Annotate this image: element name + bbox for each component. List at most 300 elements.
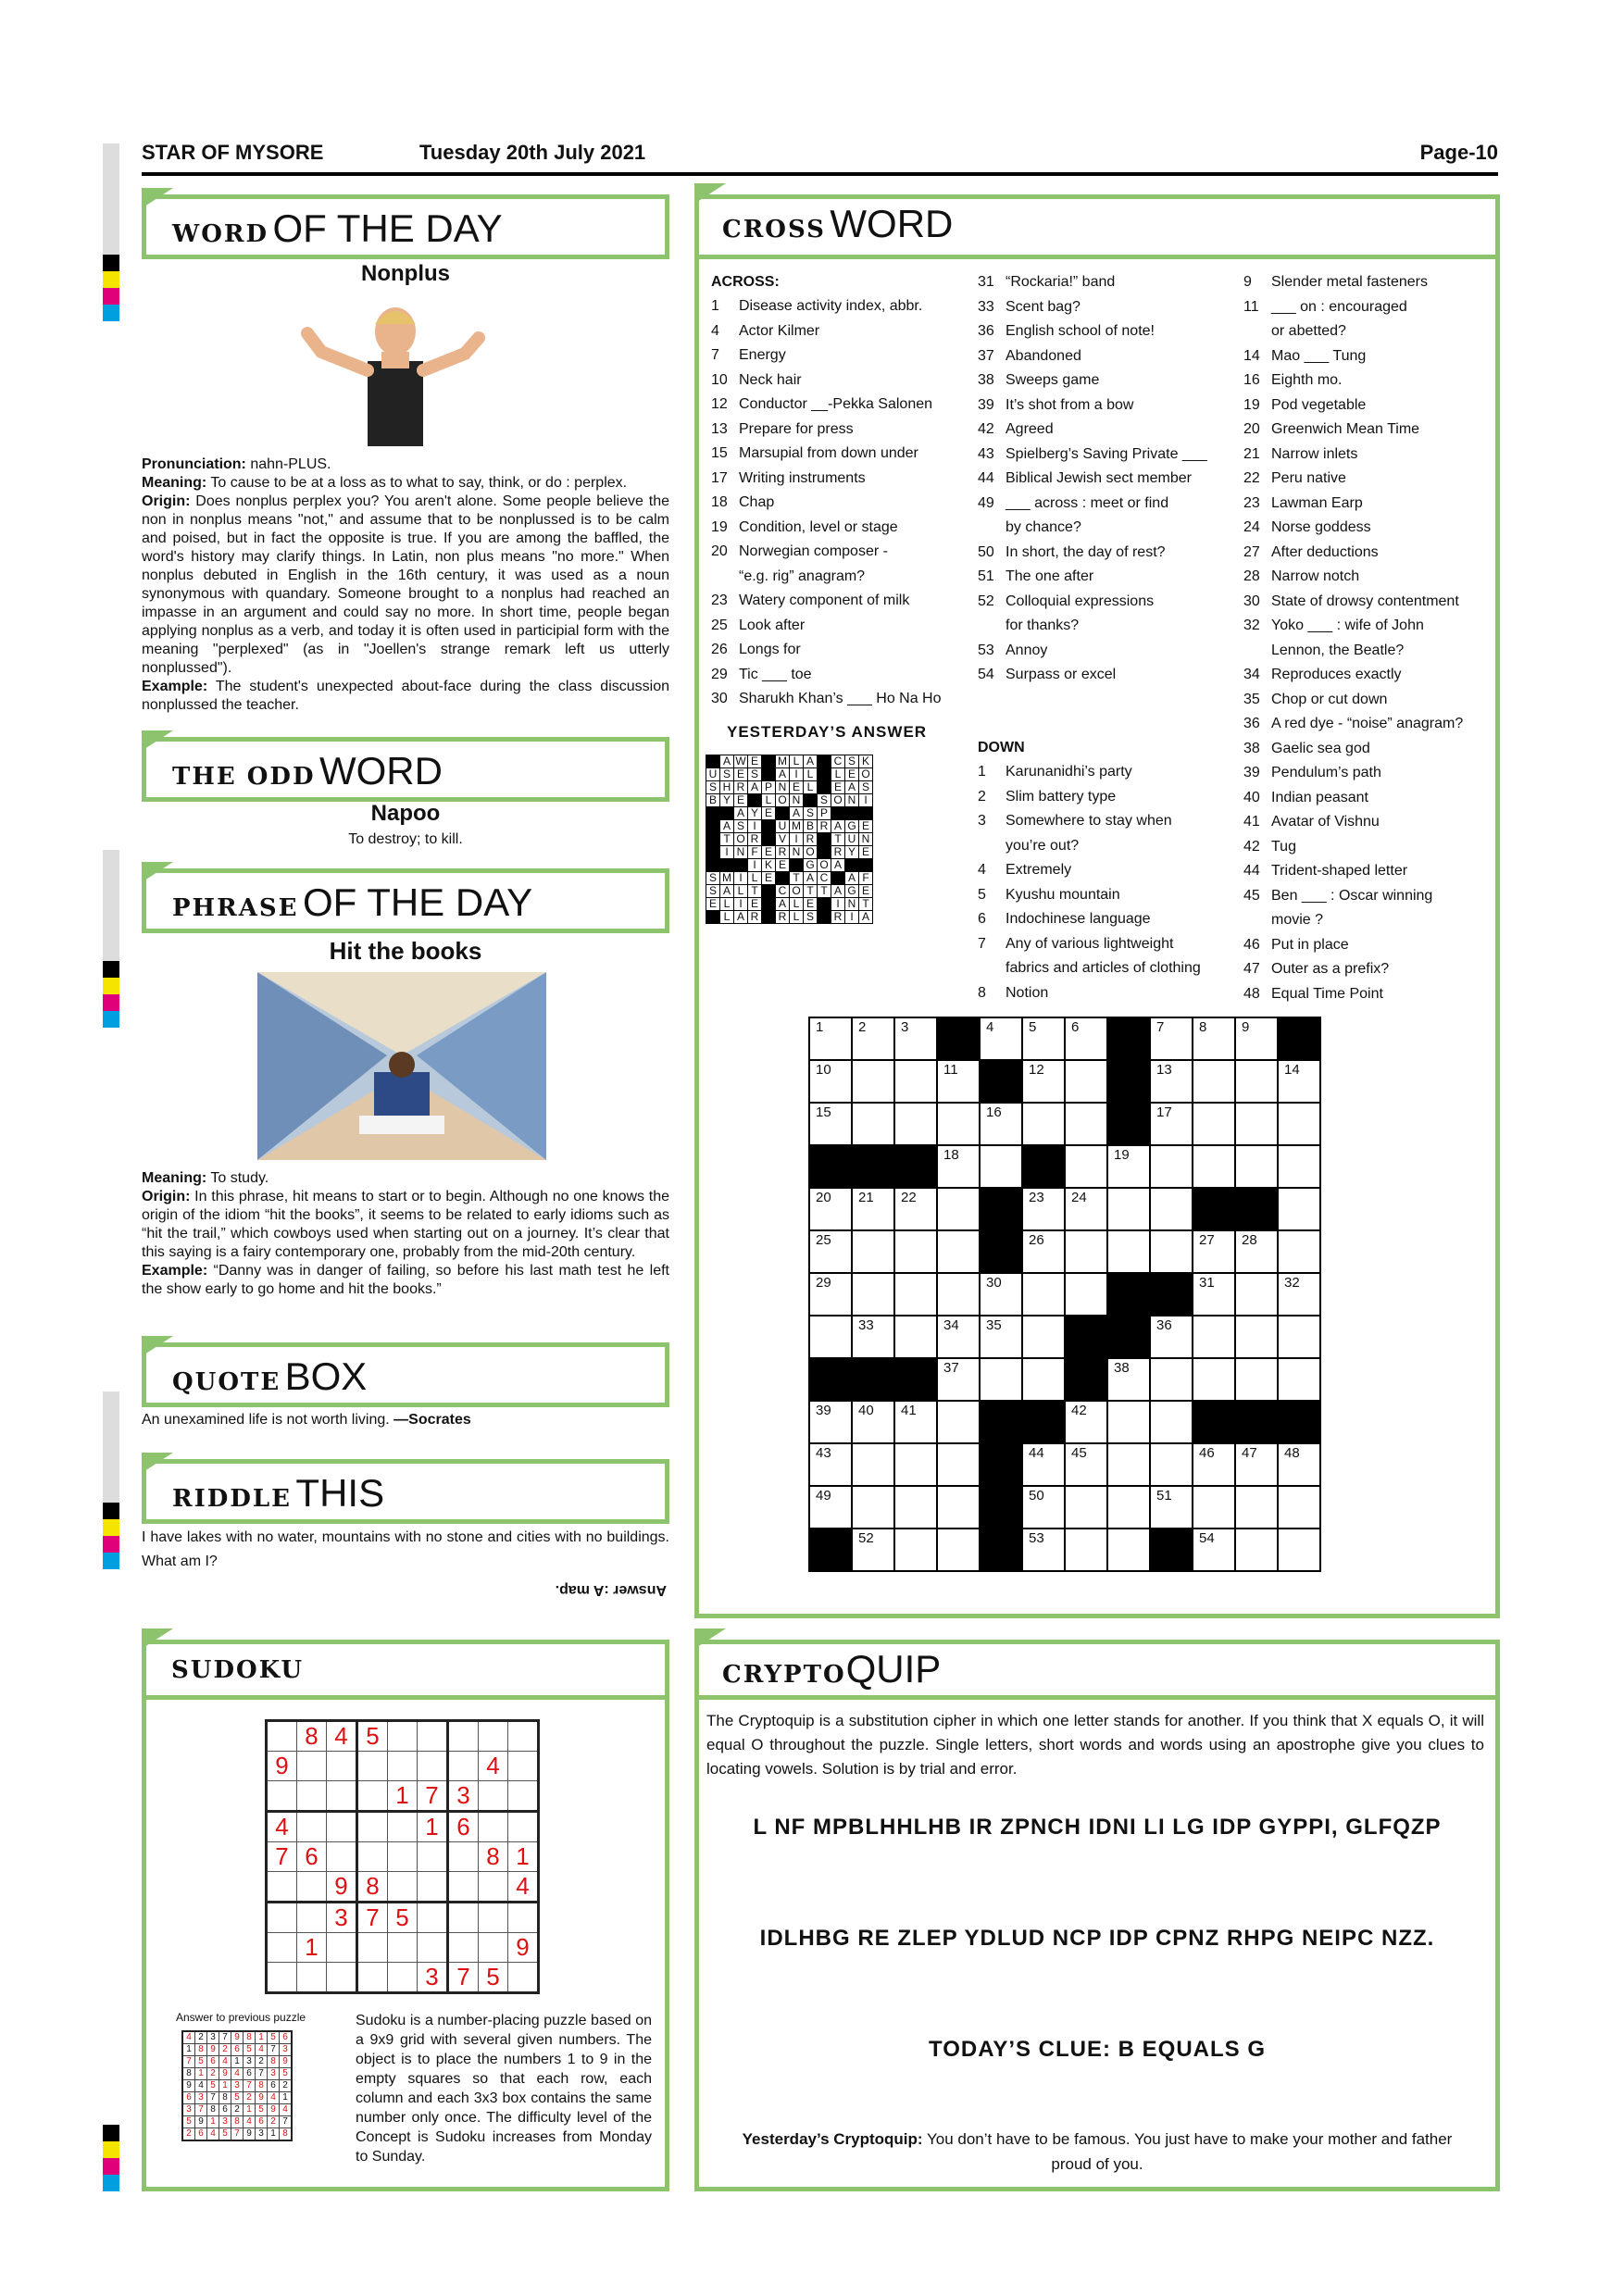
crossword-cell[interactable]	[1278, 1145, 1320, 1188]
sudoku-cell[interactable]: 3	[327, 1903, 357, 1933]
answer-cell: L	[804, 781, 818, 794]
sudoku-answer-cell: 9	[268, 2104, 280, 2116]
sudoku-cell[interactable]	[388, 1721, 418, 1752]
sudoku-description: Sudoku is a number-placing puzzle based on a 9x9 grid with several given numbers. The object is to place the numbers 1 to 9 in the empty squares so that each row, each column and each 3x3 box contains the same number only once. The difficulty level of the Concept is Sudoku increases from Monday to Sunday.	[356, 2013, 652, 2165]
sudoku-cell[interactable]	[327, 1781, 357, 1812]
answer-cell: E	[859, 820, 873, 833]
crossword-cell[interactable]	[1065, 1145, 1107, 1188]
sudoku-cell[interactable]	[388, 1812, 418, 1842]
clue-item: 44 Biblical Jewish sect member	[978, 470, 1192, 486]
crossword-cell[interactable]	[852, 1060, 894, 1103]
sudoku-cell[interactable]	[357, 1842, 388, 1872]
crossword-cell[interactable]	[1193, 1316, 1235, 1358]
crossword-cell[interactable]: 36	[1150, 1316, 1193, 1358]
clue-item: 1 Disease activity index, abbr.	[711, 298, 923, 314]
clue-item: 29 Tic ___ toe	[711, 666, 812, 682]
crossword-cell[interactable]	[1065, 1230, 1107, 1273]
sudoku-answer-cell: 1	[219, 2080, 231, 2092]
sudoku-cell[interactable]	[297, 1963, 327, 1993]
crossword-cell[interactable]	[1278, 1103, 1320, 1145]
answer-black-cell	[845, 807, 859, 820]
sudoku-answer-cell: 8	[231, 2116, 244, 2128]
sudoku-cell[interactable]	[327, 1933, 357, 1963]
answer-cell: I	[748, 859, 762, 872]
crossword-cell[interactable]: 16	[980, 1103, 1022, 1145]
sudoku-answer-cell: 1	[195, 2068, 207, 2080]
sudoku-cell[interactable]	[418, 1721, 448, 1752]
potd-body: Meaning: To study. Origin: In this phrase, hit means to start or to begin. Although no one knows the origin of the idiom “hit the books”, it seems to be related to early idioms such as “hit the trail,” which cowboys used when starting out on a journey. It’s clear that this saying is a fairy contemporary one, probably from the mid-20th century. Example: “Danny was in danger of failing, so before his last math test he left the show early to go home and hit the books.”	[142, 1170, 669, 1297]
crossword-cell[interactable]	[937, 1401, 980, 1443]
crossword-cell[interactable]: 48	[1278, 1443, 1320, 1486]
crossword-cell[interactable]	[894, 1103, 937, 1145]
sudoku-answer-cell: 7	[256, 2068, 268, 2080]
crossword-cell[interactable]	[1065, 1060, 1107, 1103]
answer-black-cell	[762, 768, 776, 781]
crossword-cell[interactable]: 13	[1150, 1060, 1193, 1103]
answer-cell: L	[790, 911, 804, 924]
crossword-cell[interactable]: 28	[1235, 1230, 1278, 1273]
crossword-cell[interactable]	[1065, 1103, 1107, 1145]
sudoku-answer-cell: 1	[244, 2104, 256, 2116]
sudoku-cell[interactable]: 1	[508, 1842, 539, 1872]
sudoku-cell[interactable]	[357, 1752, 388, 1781]
crossword-black-cell	[1107, 1017, 1150, 1060]
clue-item: fabrics and articles of clothing	[1006, 960, 1201, 976]
sudoku-cell[interactable]	[357, 1812, 388, 1842]
sudoku-cell[interactable]: 4	[267, 1812, 297, 1842]
yesterday-cryptoquip: Yesterday’s Cryptoquip: You don’t have to be famous. You just have to make your mother and father proud of you.	[742, 2130, 1453, 2173]
crossword-cell[interactable]	[852, 1103, 894, 1145]
crossword-cell[interactable]	[1235, 1060, 1278, 1103]
sudoku-answer-cell: 5	[231, 2092, 244, 2104]
sudoku-cell[interactable]	[418, 1752, 448, 1781]
crossword-cell[interactable]: 54	[1193, 1529, 1235, 1571]
crossword-cell[interactable]	[1065, 1273, 1107, 1316]
answer-cell: E	[845, 768, 859, 781]
answer-cell: L	[762, 794, 776, 807]
crossword-cell[interactable]: 17	[1150, 1103, 1193, 1145]
crossword-cell[interactable]: 32	[1278, 1273, 1320, 1316]
wotd-body: Pronunciation: nahn-PLUS. Meaning: To cause to be at a loss as to what to say, think, or do : perplex. Origin: Does nonplus perplex you? You aren't alone. Some people believe the non in nonplus means "not," and assume that to be nonplussed is to be calm and poised, but in fact the opposite is true. If you are among the baffled, the word's history may clarify things. In Latin, non plus means "no more." When nonplus debuted in English in the 16th century, it was used as a noun synonymous with quandary. Someone brought to a nonplus had reached an impasse in an argument and could say no more. In short time, people began applying nonplus as a verb, and today it is often used in participial form with the meaning "perplexed" (as in "Joellen's strange remark left us utterly nonplussed"). Example: The student's unexpected about-face during the class discussion nonplussed the teacher.	[142, 456, 669, 713]
sudoku-answer-cell: 3	[268, 2068, 280, 2080]
clue-item: 23 Watery component of milk	[711, 593, 910, 608]
crossword-cell[interactable]	[1107, 1529, 1150, 1571]
crossword-cell[interactable]: 40	[852, 1401, 894, 1443]
sudoku-answer-cell: 8	[195, 2044, 207, 2056]
sudoku-cell[interactable]: 6	[448, 1812, 479, 1842]
crossword-cell[interactable]	[894, 1273, 937, 1316]
crossword-cell[interactable]	[1193, 1145, 1235, 1188]
crossword-cell[interactable]: 31	[1193, 1273, 1235, 1316]
sudoku-cell[interactable]: 1	[297, 1933, 327, 1963]
answer-cell: F	[859, 872, 873, 885]
sudoku-cell[interactable]	[297, 1872, 327, 1903]
crossword-cell[interactable]: 53	[1022, 1529, 1065, 1571]
clue-item: 52 Colloquial expressions	[978, 593, 1155, 609]
sudoku-cell[interactable]	[297, 1812, 327, 1842]
answer-black-cell	[762, 820, 776, 833]
sudoku-cell[interactable]	[508, 1812, 539, 1842]
crossword-cell[interactable]: 34	[937, 1316, 980, 1358]
clue-item: 35 Chop or cut down	[1243, 691, 1388, 707]
crossword-cell[interactable]	[937, 1529, 980, 1571]
sudoku-answer-cell: 2	[195, 2031, 207, 2044]
crossword-cell[interactable]: 42	[1065, 1401, 1107, 1443]
answer-cell: M	[720, 872, 734, 885]
sudoku-cell[interactable]	[297, 1781, 327, 1812]
sudoku-cell[interactable]	[508, 1721, 539, 1752]
crossword-cell[interactable]: 2	[852, 1017, 894, 1060]
sudoku-cell[interactable]	[327, 1963, 357, 1993]
sudoku-cell[interactable]	[357, 1963, 388, 1993]
crossword-cell[interactable]	[1235, 1486, 1278, 1529]
crossword-cell[interactable]: 4	[980, 1017, 1022, 1060]
crossword-cell[interactable]: 39	[809, 1401, 852, 1443]
crossword-cell[interactable]: 24	[1065, 1188, 1107, 1230]
sudoku-answer-cell: 1	[268, 2128, 280, 2141]
crossword-cell[interactable]: 33	[852, 1316, 894, 1358]
crossword-cell[interactable]: 3	[894, 1017, 937, 1060]
sudoku-cell[interactable]	[448, 1903, 479, 1933]
sudoku-cell[interactable]	[267, 1933, 297, 1963]
crossword-cell[interactable]	[1193, 1358, 1235, 1401]
crossword-cell[interactable]	[1107, 1443, 1150, 1486]
sudoku-answer-cell: 7	[207, 2092, 219, 2104]
crossword-cell[interactable]: 14	[1278, 1060, 1320, 1103]
answer-cell: I	[845, 911, 859, 924]
sudoku-answer-cell: 1	[256, 2031, 268, 2044]
clue-item: “e.g. rig” anagram?	[739, 568, 866, 584]
crossword-cell[interactable]	[894, 1443, 937, 1486]
sudoku-cell[interactable]: 7	[418, 1781, 448, 1812]
crossword-cell[interactable]	[1107, 1188, 1150, 1230]
clue-item: 38 Gaelic sea god	[1243, 740, 1370, 756]
sudoku-cell[interactable]: 4	[327, 1721, 357, 1752]
sudoku-answer-cell: 6	[244, 2068, 256, 2080]
crossword-cell[interactable]: 52	[852, 1529, 894, 1571]
sudoku-cell[interactable]	[388, 1933, 418, 1963]
crossword-cell[interactable]	[937, 1486, 980, 1529]
clue-item: 28 Narrow notch	[1243, 568, 1360, 584]
sudoku-cell[interactable]: 6	[297, 1842, 327, 1872]
sudoku-cell[interactable]	[267, 1721, 297, 1752]
answer-cell: U	[706, 768, 720, 781]
sudoku-cell[interactable]: 5	[388, 1903, 418, 1933]
sudoku-cell[interactable]	[448, 1933, 479, 1963]
sudoku-answer-cell: 9	[244, 2128, 256, 2141]
crossword-cell[interactable]	[894, 1230, 937, 1273]
sudoku-cell[interactable]: 9	[508, 1933, 539, 1963]
crossword-cell[interactable]: 25	[809, 1230, 852, 1273]
sudoku-grid	[265, 1719, 540, 1994]
answer-black-cell	[762, 885, 776, 898]
crossword-cell[interactable]	[937, 1230, 980, 1273]
sudoku-cell[interactable]	[448, 1721, 479, 1752]
across-clues-col2	[978, 270, 1207, 688]
sudoku-cell[interactable]	[418, 1872, 448, 1903]
clue-item: 25 Look after	[711, 617, 806, 633]
sudoku-cell[interactable]: 3	[448, 1781, 479, 1812]
clue-item: or abetted?	[1271, 323, 1346, 339]
sudoku-cell[interactable]	[418, 1903, 448, 1933]
sudoku-cell[interactable]: 9	[327, 1872, 357, 1903]
crossword-cell[interactable]	[1150, 1145, 1193, 1188]
crossword-cell[interactable]: 10	[809, 1060, 852, 1103]
crossword-cell[interactable]	[852, 1443, 894, 1486]
sudoku-answer-cell: 8	[268, 2056, 280, 2068]
crossword-cell[interactable]: 1	[809, 1017, 852, 1060]
sudoku-cell[interactable]: 4	[479, 1752, 508, 1781]
sudoku-cell[interactable]	[327, 1842, 357, 1872]
crossword-cell[interactable]	[1278, 1316, 1320, 1358]
sudoku-cell[interactable]	[479, 1872, 508, 1903]
answer-cell: R	[804, 833, 818, 846]
clue-item: 11 ___ on : encouraged	[1243, 298, 1407, 315]
sudoku-answer-cell: 4	[182, 2031, 195, 2044]
riddle-text: I have lakes with no water, mountains with no stone and cities with no buildings. What am I?	[142, 1529, 669, 1569]
sudoku-cell[interactable]	[297, 1903, 327, 1933]
sudoku-cell[interactable]: 8	[297, 1721, 327, 1752]
sudoku-cell[interactable]: 1	[388, 1781, 418, 1812]
answer-black-cell	[818, 755, 831, 768]
sudoku-cell[interactable]	[418, 1933, 448, 1963]
sudoku-cell[interactable]	[267, 1781, 297, 1812]
sudoku-cell[interactable]: 7	[448, 1963, 479, 1993]
crossword-cell[interactable]	[937, 1443, 980, 1486]
crossword-cell[interactable]	[1235, 1316, 1278, 1358]
sudoku-answer-cell: 3	[207, 2031, 219, 2044]
clue-item: 20 Greenwich Mean Time	[1243, 421, 1420, 437]
crossword-cell[interactable]	[1107, 1401, 1150, 1443]
crossword-cell[interactable]: 15	[809, 1103, 852, 1145]
sudoku-cell[interactable]	[508, 1752, 539, 1781]
sudoku-cell[interactable]	[267, 1903, 297, 1933]
sudoku-cell[interactable]	[357, 1781, 388, 1812]
crossword-cell[interactable]	[980, 1358, 1022, 1401]
sudoku-cell[interactable]: 7	[267, 1842, 297, 1872]
crossword-cell[interactable]	[852, 1486, 894, 1529]
clue-item: 53 Annoy	[978, 642, 1048, 658]
sudoku-answer-cell: 6	[256, 2116, 268, 2128]
clue-item: 40 Indian peasant	[1243, 789, 1368, 805]
crossword-cell[interactable]: 46	[1193, 1443, 1235, 1486]
crossword-cell[interactable]	[809, 1316, 852, 1358]
crossword-cell[interactable]: 44	[1022, 1443, 1065, 1486]
sudoku-cell[interactable]	[479, 1781, 508, 1812]
sudoku-cell[interactable]	[448, 1752, 479, 1781]
answer-cell: H	[720, 781, 734, 794]
crossword-cell[interactable]	[937, 1103, 980, 1145]
crossword-cell[interactable]: 8	[1193, 1017, 1235, 1060]
crossword-cell[interactable]	[894, 1486, 937, 1529]
answer-cell: V	[776, 833, 790, 846]
sudoku-cell[interactable]: 1	[418, 1812, 448, 1842]
sudoku-cell[interactable]	[448, 1842, 479, 1872]
answer-cell: T	[831, 833, 845, 846]
answer-cell: Y	[720, 794, 734, 807]
sudoku-cell[interactable]	[267, 1963, 297, 1993]
crossword-cell[interactable]: 9	[1235, 1017, 1278, 1060]
crossword-cell[interactable]	[1278, 1230, 1320, 1273]
crossword-cell[interactable]: 23	[1022, 1188, 1065, 1230]
crossword-grid	[808, 1017, 1321, 1572]
crossword-black-cell	[809, 1358, 852, 1401]
crossword-cell[interactable]	[1022, 1273, 1065, 1316]
crossword-cell[interactable]	[1193, 1103, 1235, 1145]
answer-cell: I	[831, 898, 845, 911]
crossword-cell[interactable]: 21	[852, 1188, 894, 1230]
crossword-cell[interactable]: 18	[937, 1145, 980, 1188]
sudoku-cell[interactable]: 3	[418, 1963, 448, 1993]
cryptoquip-title-bar: CRYPTOQUIP	[694, 1640, 1500, 1700]
crossword-cell[interactable]	[852, 1273, 894, 1316]
crossword-cell[interactable]	[1107, 1230, 1150, 1273]
crossword-cell[interactable]	[1022, 1358, 1065, 1401]
answer-black-cell	[818, 911, 831, 924]
crossword-cell[interactable]	[1065, 1529, 1107, 1571]
crossword-cell[interactable]: 22	[894, 1188, 937, 1230]
crossword-cell[interactable]: 49	[809, 1486, 852, 1529]
crossword-cell[interactable]	[1278, 1358, 1320, 1401]
answer-cell: C	[818, 872, 831, 885]
crossword-cell[interactable]	[1278, 1529, 1320, 1571]
crossword-cell[interactable]: 50	[1022, 1486, 1065, 1529]
crossword-cell[interactable]	[1107, 1486, 1150, 1529]
crossword-cell[interactable]	[1235, 1145, 1278, 1188]
sudoku-cell[interactable]	[357, 1933, 388, 1963]
crossword-cell[interactable]	[1150, 1230, 1193, 1273]
answer-cell: L	[790, 755, 804, 768]
crossword-cell[interactable]	[894, 1316, 937, 1358]
answer-black-cell	[818, 781, 831, 794]
answer-black-cell	[762, 911, 776, 924]
crossword-cell[interactable]: 27	[1193, 1230, 1235, 1273]
sudoku-cell[interactable]	[388, 1842, 418, 1872]
crossword-cell[interactable]	[1278, 1188, 1320, 1230]
answer-cell: A	[776, 898, 790, 911]
sudoku-cell[interactable]	[327, 1812, 357, 1842]
sudoku-title-bar: SUDOKU	[142, 1640, 669, 1700]
crossword-cell[interactable]: 26	[1022, 1230, 1065, 1273]
crossword-cell[interactable]	[1278, 1486, 1320, 1529]
odd-word: Napoo	[370, 801, 441, 826]
sudoku-cell[interactable]: 8	[479, 1842, 508, 1872]
sudoku-cell[interactable]	[448, 1872, 479, 1903]
crossword-cell[interactable]: 41	[894, 1401, 937, 1443]
crossword-cell[interactable]: 51	[1150, 1486, 1193, 1529]
crossword-cell[interactable]: 19	[1107, 1145, 1150, 1188]
crossword-cell[interactable]: 12	[1022, 1060, 1065, 1103]
crossword-cell[interactable]	[894, 1529, 937, 1571]
answer-cell: S	[818, 794, 831, 807]
answer-cell: S	[720, 768, 734, 781]
crossword-cell[interactable]: 5	[1022, 1017, 1065, 1060]
crossword-cell[interactable]: 43	[809, 1443, 852, 1486]
clue-item: 30 Sharukh Khan’s ___ Ho Na Ho	[711, 691, 942, 706]
crossword-cell[interactable]: 20	[809, 1188, 852, 1230]
sudoku-answer-cell: 7	[268, 2044, 280, 2056]
crossword-black-cell	[852, 1358, 894, 1401]
crossword-cell[interactable]: 45	[1065, 1443, 1107, 1486]
crossword-cell[interactable]	[1235, 1358, 1278, 1401]
crossword-cell[interactable]	[1022, 1103, 1065, 1145]
corner-flag-icon	[142, 1628, 173, 1649]
sudoku-answer-cell: 1	[231, 2056, 244, 2068]
crossword-cell[interactable]	[937, 1188, 980, 1230]
crossword-cell[interactable]	[937, 1273, 980, 1316]
crossword-cell[interactable]	[1193, 1486, 1235, 1529]
sudoku-cell[interactable]: 5	[357, 1721, 388, 1752]
sudoku-cell[interactable]	[418, 1842, 448, 1872]
sudoku-answer-cell: 8	[280, 2128, 293, 2141]
answer-black-cell	[776, 872, 790, 885]
sudoku-answer-cell: 6	[195, 2128, 207, 2141]
clue-item: movie ?	[1271, 912, 1324, 928]
crossword-cell[interactable]: 11	[937, 1060, 980, 1103]
crossword-cell[interactable]: 47	[1235, 1443, 1278, 1486]
crossword-cell[interactable]	[852, 1230, 894, 1273]
crossword-cell[interactable]	[980, 1145, 1022, 1188]
crossword-cell[interactable]	[1193, 1060, 1235, 1103]
sudoku-cell[interactable]: 7	[357, 1903, 388, 1933]
crossword-cell[interactable]: 30	[980, 1273, 1022, 1316]
sudoku-answer-cell: 2	[244, 2092, 256, 2104]
crossword-cell[interactable]: 38	[1107, 1358, 1150, 1401]
sudoku-cell[interactable]: 5	[479, 1963, 508, 1993]
sudoku-cell[interactable]: 4	[508, 1872, 539, 1903]
sudoku-cell[interactable]	[508, 1903, 539, 1933]
crossword-cell[interactable]	[1150, 1188, 1193, 1230]
crossword-cell[interactable]	[1150, 1443, 1193, 1486]
sudoku-cell[interactable]	[479, 1812, 508, 1842]
crossword-cell[interactable]	[1022, 1316, 1065, 1358]
crossword-black-cell	[1022, 1401, 1065, 1443]
crossword-cell[interactable]	[1235, 1273, 1278, 1316]
sudoku-answer-cell: 4	[244, 2116, 256, 2128]
sudoku-answer-cell: 5	[280, 2068, 293, 2080]
crossword-cell[interactable]	[894, 1060, 937, 1103]
crossword-black-cell	[1235, 1188, 1278, 1230]
page-header	[142, 139, 1498, 176]
crossword-cell[interactable]	[1235, 1103, 1278, 1145]
sudoku-cell[interactable]	[508, 1963, 539, 1993]
sudoku-cell[interactable]	[267, 1872, 297, 1903]
crossword-cell[interactable]	[1150, 1401, 1193, 1443]
sudoku-cell[interactable]	[297, 1752, 327, 1781]
sudoku-cell[interactable]	[327, 1752, 357, 1781]
sudoku-cell[interactable]	[388, 1963, 418, 1993]
crossword-cell[interactable]: 6	[1065, 1017, 1107, 1060]
crossword-black-cell	[1150, 1273, 1193, 1316]
crossword-cell[interactable]	[1065, 1486, 1107, 1529]
crossword-cell[interactable]: 29	[809, 1273, 852, 1316]
crossword-cell[interactable]: 35	[980, 1316, 1022, 1358]
sudoku-cell[interactable]	[388, 1752, 418, 1781]
crossword-cell[interactable]: 37	[937, 1358, 980, 1401]
sudoku-cell[interactable]	[508, 1781, 539, 1812]
sudoku-cell[interactable]	[479, 1721, 508, 1752]
crossword-cell[interactable]: 7	[1150, 1017, 1193, 1060]
sudoku-cell[interactable]	[479, 1903, 508, 1933]
sudoku-cell[interactable]: 8	[357, 1872, 388, 1903]
crossword-cell[interactable]	[1235, 1529, 1278, 1571]
sudoku-cell[interactable]	[479, 1933, 508, 1963]
sudoku-cell[interactable]: 9	[267, 1752, 297, 1781]
sudoku-cell[interactable]	[388, 1872, 418, 1903]
answer-cell: E	[748, 898, 762, 911]
sudoku-answer-cell: 6	[207, 2056, 219, 2068]
crossword-cell[interactable]	[1150, 1358, 1193, 1401]
